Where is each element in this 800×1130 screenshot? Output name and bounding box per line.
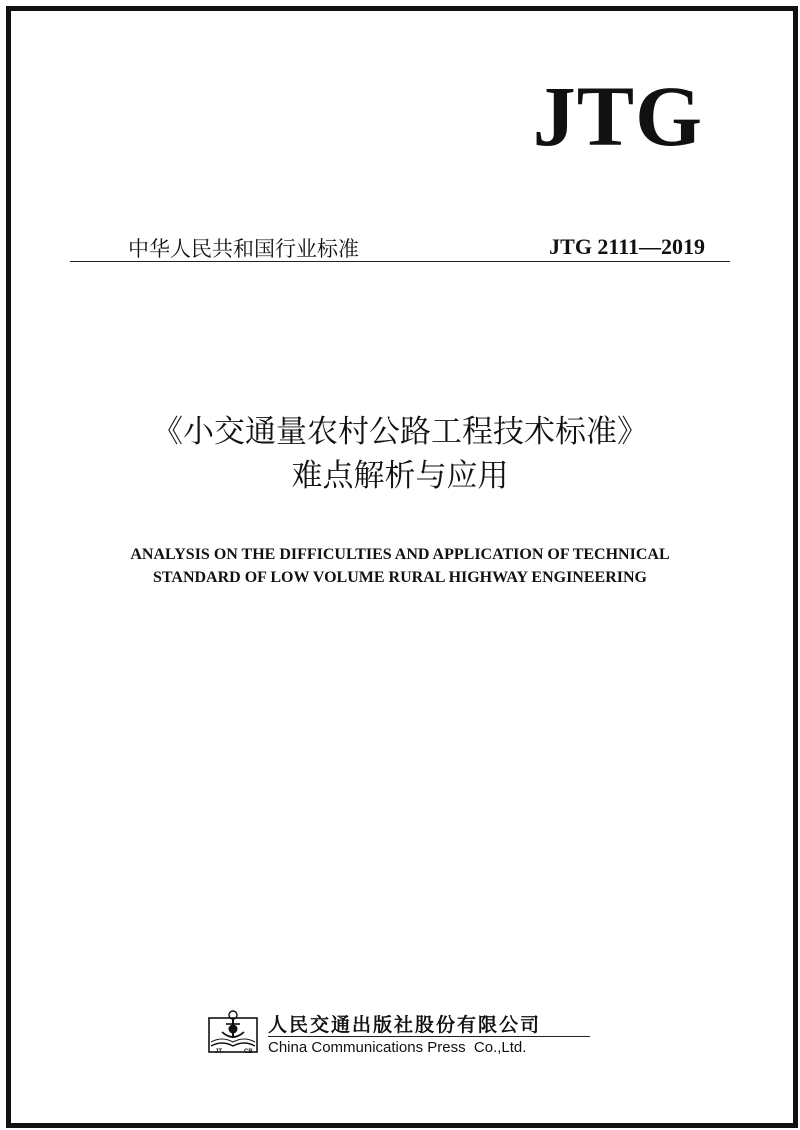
chinese-title-line-1: 《小交通量农村公路工程技术标准》 (152, 414, 648, 450)
publisher-divider (268, 1036, 590, 1037)
english-title-line-1: ANALYSIS ON THE DIFFICULTIES AND APPLICATION OF TECHNICAL (130, 546, 670, 563)
header-divider (70, 261, 730, 262)
publisher-name-cn: 人民交通出版社股份有限公司 (268, 1014, 542, 1036)
publisher-block (206, 1008, 606, 1058)
publisher-name-en: China Communications Press Co.,Ltd. (268, 1039, 527, 1056)
english-title-line-2: STANDARD OF LOW VOLUME RURAL HIGHWAY ENGINEERING (153, 569, 647, 586)
logo-left-text: JT (215, 1049, 223, 1055)
chinese-title-line-2: 难点解析与应用 (291, 458, 509, 494)
standard-code: JTG 2111—2019 (549, 234, 705, 259)
logo-right-text: CB (244, 1049, 253, 1055)
english-title (0, 543, 800, 589)
brand-mark: JTG (532, 68, 703, 164)
chinese-title (0, 410, 800, 498)
standard-category: 中华人民共和国行业标准 (128, 237, 359, 261)
publisher-emblem-icon (206, 1008, 260, 1056)
